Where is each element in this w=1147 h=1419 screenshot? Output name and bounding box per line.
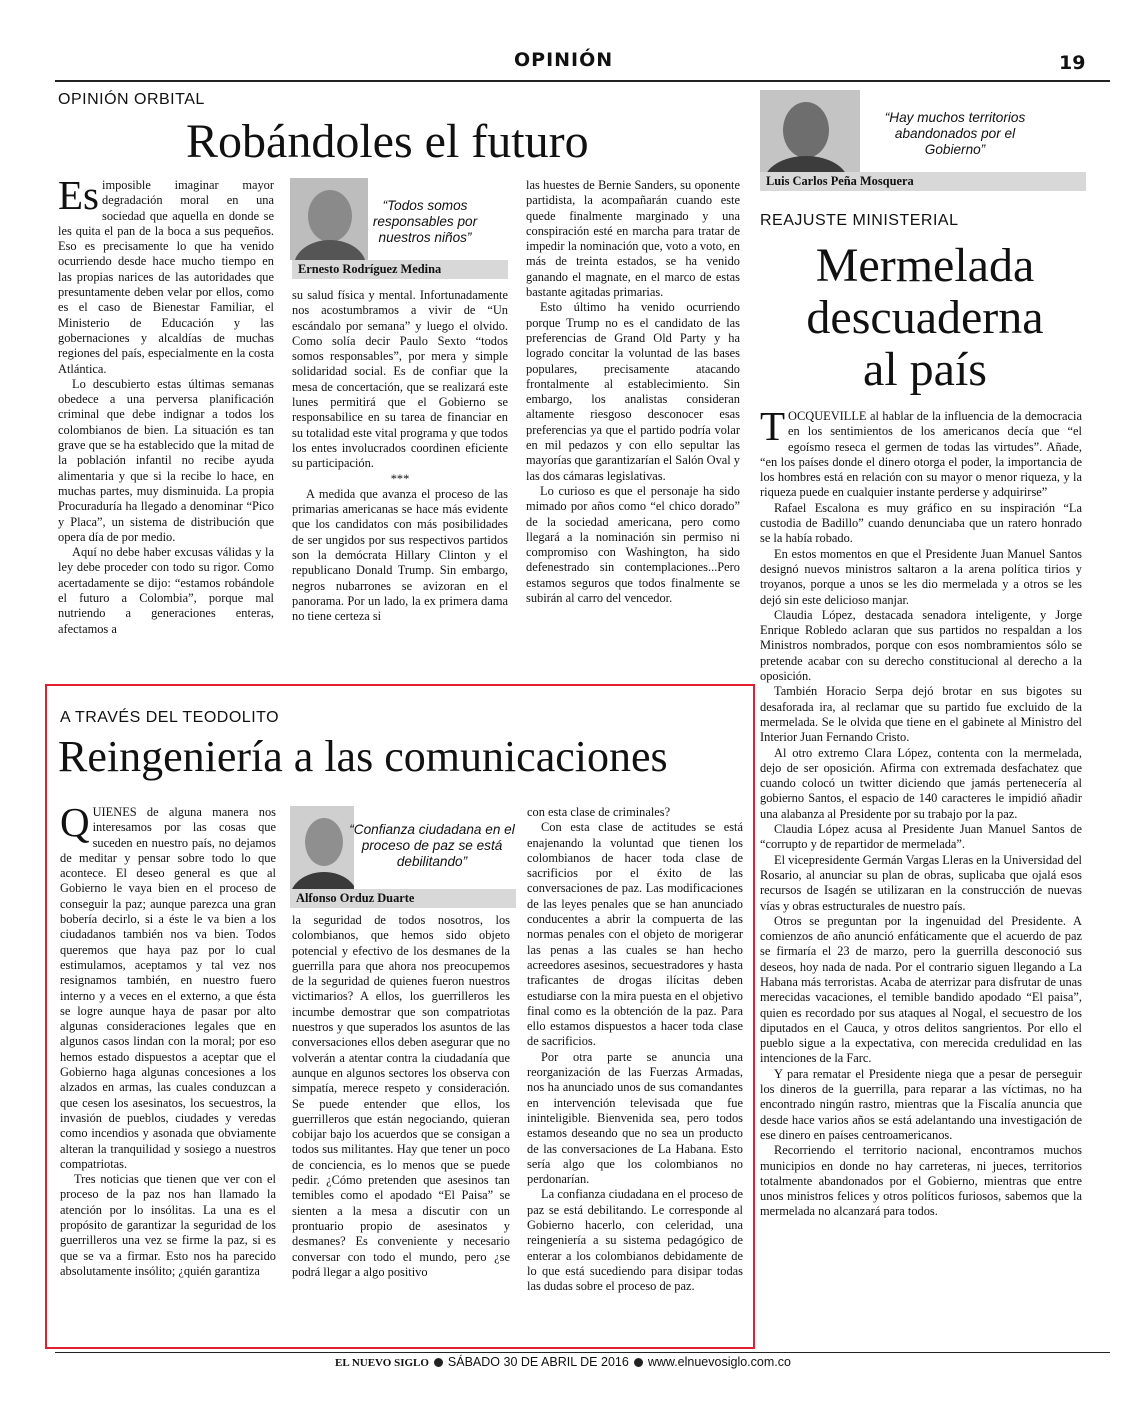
article3-col3: con esta clase de criminales? Con esta clase de actitudes se está enajenando la voluntad que tienen los colombianos de hacer toda clase de sacrificios por el éxito de las conversaciones de paz. Las modificaciones de las leyes penales que se han anunciado conducentes a abrir la compuerta de las normas penales con el objeto de morigerar las penas a las cuales se han hecho acreedores asesinos, secuestradores y hasta traficantes de drogas ilícitas deben estudiarse con la mira puesta en el objetivo final como es la obtención de la paz. Para ello estamos dispuestos a hacer toda clase de sacrificios. Por otra parte se anuncia una reorganización de las Fuerzas Armadas, nos ha anunciado unos de sus comandantes en intervención televisada que fue ininteligible. Bienvenida sea, pero todos estamos deseando que no sea un producto de las conversaciones de La Habana. Esto sería algo que los colombianos no perdonarían. La confianza ciudadana en el proceso de paz se está debilitando. Le corresponde al Gobierno hacerlo, con celeridad, una reingeniería a su sistema pedagógico de enterar a los colombianos debidamente de lo que está sucediendo para disipar todas las dudas sobre el proceso de paz.	[527, 805, 743, 1294]
header-rule	[55, 80, 1110, 82]
article1-col3: las huestes de Bernie Sanders, su oponente partidista, la acompañarán cuando este quede finalmente marginado y una conspiración esté en marcha para tratar de impedir la nominación que, voto a voto, en más de treinta estados, se ha venido ganando el magnate, en el marco de estas bastante agitadas primarias. Esto último ha venido ocurriendo porque Trump no es el candidato de las preferencias de Grand Old Party y ha logrado concitar la voluntad de las bases populares, precisamente atacando frontalmente al establecimiento. Sin embargo, los analistas consideran altamente riesgoso desconocer esas preferencias ya que el partido podría volar en mil pedazos y con ello sepultar las mayorías que garantizarían el Salón Oval y las dos cámaras legislativas. Lo curioso es que el personaje ha sido mimado por años como “el chico dorado” de la sociedad americana, pero como llegará a la nominación sin permiso ni compromiso con Washington, ha sido defenestrado sin contemplaciones...Pero estamos seguros que todos finalmente se subirán al carro del vencedor.	[526, 178, 740, 606]
article2-kicker: REAJUSTE MINISTERIAL	[760, 212, 959, 229]
article3-col2: la seguridad de todos nosotros, los colombianos, que hemos sido objeto potencial y efectivo de los desmanes de la guerrilla para que ahora nos preocupemos de la seguridad de quienes fueron nuestros victimarios? A ellos, los guerrilleros les incumbe demostrar que son compatriotas nuestros y que superados los asuntos de las conversaciones ellos deben asegurar que no volverán a atentar contra la ciudadanía que aunque en algunos sectores los observa con simpatía, merece respeto y consideración. Se puede entender que ellos, los guerrilleros que están negociando, quieran cobijar bajo los acuerdos que se consigan a todos sus militantes. Hay que tener un poco de conciencia, es lo menos que se puede pedir. ¿Cómo pretenden que asesinos tan temibles como el apodado “El Paisa” se sienten a la mesa a discutir con un prontuario propio de asesinatos y desmanes? Es conveniente y necesario conversar con todo el mundo, pero ¿se podrá llegar a algo positivo	[292, 913, 510, 1279]
article2-author: Luis Carlos Peña Mosquera	[760, 172, 1086, 191]
article2-title: Mermelada descuaderna al país	[806, 239, 1044, 396]
footer-url: www.elnuevosiglo.com.co	[647, 1355, 791, 1369]
article3-quote: “Confianza ciudadana en el proceso de paz se está debilitando”	[349, 822, 515, 869]
article2-dropcap: T	[760, 409, 786, 449]
article1-author: Ernesto Rodríguez Medina	[292, 260, 508, 279]
article1-quote: “Todos somos responsables por nuestros niños”	[372, 198, 478, 245]
article2-body: TOCQUEVILLE al hablar de la influencia de la democracia en los sentimientos de los americanos decía que “el egoísmo reseca el germen de todas las virtudes”. Añade, “en los países donde el dinero otorga el poder, la importancia de los hombres está en relación con su mayor o menor riqueza, y la riqueza puede en cualquier instante perderse y adquirirse” Rafael Escalona es muy gráfico en su inspiración “La custodia de Badillo” cuando denunciaba que un ratero honrado se la había robado. En estos momentos en que el Presidente Juan Manuel Santos designó nuevos ministros saltaron a la arena política tirios y troyanos, porque a unos se les dio mermelada y a otros se les dejó sin este delicioso manjar. Claudia López, destacada senadora inteligente, y Jorge Enrique Robledo aclaran que sus partidos no respaldan a los Ministros nombrados, porque con esos nombramientos sólo se pretende acabar con su derecho constitucional al derecho a la oposición. También Horacio Serpa dejó brotar en sus bigotes su desaforada ira, al reclamar que su partido fue excluido de la mermelada. Se le olvida que tiene en el gabinete al Ministro del Interior Juan Fernando Cristo. Al otro extremo Clara López, contenta con la mermelada, dejo de ser oposición. Afirma con extremada desfachatez que cuando colocó un twitter diciendo que jamás pertenecería al gobierno Santos, el espacio de 140 caracteres le impidió añadir una alabanza al Presidente por su trabajo por la paz. Claudia López acusa al Presidente Juan Manuel Santos de “corrupto y de repartidor de mermelada”. El vicepresidente Germán Vargas Lleras en la Universidad del Rosario, al anunciar su plan de obras, suplicaba que ojalá esos recursos de Isagén se utilizaran en la construcción de nuevas vías y obras estructurales de nuestro país. Otros se preguntan por la ingenuidad del Presidente. A comienzos de año anunció enfáticamente que el acuerdo de paz se firmaría el 23 de marzo, pero la guerrilla desconoció sus deseos, hoy nada de nada. Por el contrario siguen llegando a La Habana más terroristas. Acaba de aterrizar para disfrutar de unas merecidas vacaciones, el temible bandido apodado “El paisa”, quien es recordado por sus ataques al Nogal, el secuestro de los diputados en el Cauca, y otros delitos sangrientos. Por ello el pueblo sigue a la expectativa, con merecida credulidad en las intenciones de la Farc. Y para rematar el Presidente niega que a pesar de perseguir los dineros de la guerrilla, para reparar a las víctimas, no ha encontrado ningún rastro, mientras que la Fiscalía anuncia que desde hace varios años se está adelantando una investigación de ese dinero en países centroamericanos. Recorriendo el territorio nacional, encontramos muchos municipios en donde no hay carreteras, ni jueces, territorios totalmente abandonados por el Gobierno, mientras que entre unos ministros felices y otros políticos furiosos, sabemos que la mermelada no alcanzará para todos.	[760, 409, 1082, 1219]
author-photo-pena	[760, 90, 860, 174]
article1-kicker: OPINIÓN ORBITAL	[58, 91, 205, 108]
section-title: OPINIÓN	[514, 49, 614, 71]
article1-col1: Es imposible imaginar mayor degradación moral en una sociedad que aquella en donde se les quita el pan de la boca a sus pequeños. Eso es precisamente lo que ha venido ocurriendo desde hace mucho tiempo en las propias narices de las autoridades que presuntamente deben velar por ellos, como es el caso de Bienestar Familiar, el Ministerio de Educación y las gobernaciones y alcaldías de muchas regiones del país, especialmente en la costa Atlántica. Lo descubierto estas últimas semanas obedece a una perversa planificación criminal que debe indignar a todos los colombianos de bien. La situación es tan grave que se ha establecido que la mitad de la población infantil no recibe ayuda alimentaria y que si la recibe lo hace, en muchas partes, muy disminuida. La propia Procuraduría ha llegado a denominar “Pico y Placa”, un sistema de distribución que opera día de por medio. Aquí no debe haber excusas válidas y la ley debe proceder con todo su rigor. Como acertadamente se dijo: “estamos robándole el futuro a Colombia”, porque mal nutriendo a generaciones enteras, afectamos a	[58, 178, 274, 636]
article3-author: Alfonso Orduz Duarte	[290, 889, 516, 908]
article1-title: Robándoles el futuro	[186, 115, 589, 168]
page-number: 19	[1059, 52, 1086, 74]
article1-col2: su salud física y mental. Infortunadamente nos acostumbramos a vivir de “Un escándalo por semana” y luego el olvido. Como solía decir Paulo Sexto “todos somos responsables”, por mera y simple solidaridad social. Es de confiar que la mesa de concertación, que se realizará este lunes permitirá que el Gobierno se responsabilice en su tarea de financiar en su totalidad este vital programa y que todos los entes involucrados coordinen eficiente su participación. *** A medida que avanza el proceso de las primarias americanas se hace más evidente que los candidatos con más posibilidades de ser ungidos por sus respectivos partidos son la demócrata Hillary Clinton y el republicano Donald Trump. Sin embargo, negros nubarrones se avizoran en el panorama. Por un lado, la ex primera dama no tiene certeza si	[292, 288, 508, 624]
article3-col1: QUIENES de alguna manera nos interesamos por las cosas que suceden en nuestro país, no dejamos de meditar y pensar sobre todo lo que acontece. El deseo general es que al Gobierno le vaya bien en el proceso de conseguir la paz; aunque parezca una gran bobería decirlo, si a éste le va bien a los ciudadanos también nos va bien. Todos queremos que haya paz por lo cual estimulamos, aceptamos y tal vez nos resignamos también, en nuestro fuero interno y a veces en el externo, a que ésta se logre aunque haya de pasar por alto algunas consideraciones legales que en algunos casos lindan con la moral; por eso hemos estado dispuestos a aceptar que el Gobierno haga algunas concesiones a los alzados en armas, las cuales conduzcan a que cesen los asesinatos, los secuestros, la invasión de pueblos, ciudades y veredas como incendios y asonada que obviamente alteran la tranquilidad y sosiego a nuestros compatriotas. Tres noticias que tienen que ver con el proceso de la paz nos han llamado la atención por lo insólitas. La una es el propósito de garantizar la seguridad de los guerrilleros una vez se firme la paz, si es que se va a firmar. Esto nos ha parecido absolutamente insólito; ¿quién garantiza	[60, 805, 276, 1278]
article1-dropcap: Es	[58, 178, 99, 218]
footer	[335, 1355, 791, 1369]
footer-brand: EL NUEVO SIGLO	[335, 1357, 429, 1369]
article2-quote: “Hay muchos territorios abandonados por el Gobierno”	[884, 110, 1026, 157]
bullet-icon	[434, 1358, 443, 1367]
footer-date: SÁBADO 30 DE ABRIL DE 2016	[447, 1355, 629, 1369]
article3-kicker: A TRAVÉS DEL TEODOLITO	[60, 709, 280, 726]
article3-title: Reingeniería a las comunicaciones	[58, 732, 668, 781]
article3-dropcap: Q	[60, 805, 90, 845]
footer-rule	[55, 1352, 1110, 1353]
bullet-icon	[634, 1358, 643, 1367]
